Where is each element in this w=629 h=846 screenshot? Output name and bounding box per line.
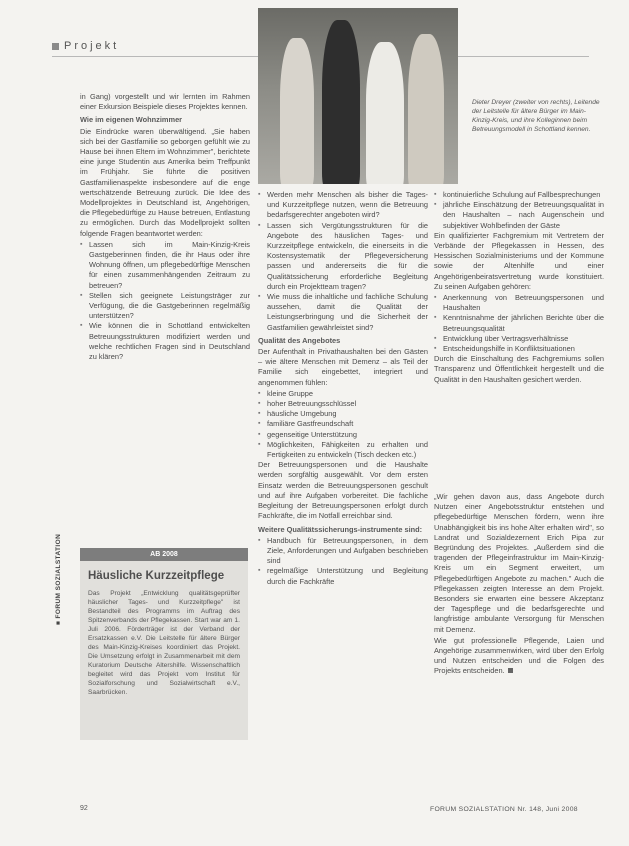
photo-person-1 bbox=[280, 38, 314, 184]
column-3-continued bbox=[434, 492, 604, 678]
section-square-icon bbox=[52, 43, 59, 50]
paragraph: „Wir gehen davon aus, dass Angebote durch Nutzen einer Angebotsstruktur entstehen und pflegebedürftige Menschen fördern, wenn ihre Unabhängigkeit bis ins hohe Alter erhalten wird", so Landrat und Sozialdezernent Erich Pipa zur Begründung des Projektes. „Außerdem sind die tragenden der Pflegeinfrastruktur im Main-Kinzig-Kreis um ein Segment erweitert, um Pflegebedürftigen Angebote zu machen." Auch die Pflegekassen zeigten Interesse an dem Projekt. Besonders sie erwarten eine bessere Akzeptanz der Tagespflege und die bedarfsgerechte und langfristige ambulante Versorgung für Menschen mit Demenz. bbox=[434, 492, 604, 634]
bullet-list bbox=[434, 190, 604, 231]
list-item: ▪ Kenntnisnahme der jährlichen Berichte über die Betreuungsqualität bbox=[434, 313, 604, 333]
paragraph: Die Eindrücke waren überwältigend. „Sie haben sich bei der Gastfamilie so geborgen gefühlt wie zu Hause bei ihnen Eltern im Wohnzimmer", berichtete eine junge Studentin aus Amerika beim Treffpunkt im Frühjahr. Sie führte die positiven Gastfamilienaspekte insbesondere auf die enge wertschätzende Betreuung zurück. Die Idee des Modellprojektes in Deutschland ist, Angehörigen, die Pflegebedürftige zu Hause betreuen, Entlastung zu ermöglichen. Durch das Modellprojekt sollten folgende Fragen beantwortet werden: bbox=[80, 126, 250, 238]
bullet-list bbox=[80, 240, 250, 362]
photo-person-2 bbox=[322, 20, 360, 184]
list-item: ▪ Entscheidungshilfe in Konfliktsituationen bbox=[434, 344, 604, 354]
section-title: Projekt bbox=[64, 40, 120, 52]
page-number: 92 bbox=[80, 805, 88, 812]
info-box bbox=[80, 548, 248, 740]
column-1 bbox=[80, 92, 250, 362]
list-item: ▪ regelmäßige Unterstützung und Begleitung durch die Fachkräfte bbox=[258, 566, 428, 586]
paragraph: Durch die Einschaltung des Fachgremiums sollen Transparenz und Öffentlichkeit hergestellt und die Qualität in den Haushalten gesichert werden. bbox=[434, 354, 604, 384]
list-item: ▪ Wie können die in Schottland entwickelten Betreuungsstrukturen modifiziert werden und welche rechtlichen Fragen sind in Deutschland zu klären? bbox=[80, 321, 250, 362]
list-item: ▪ Lassen sich Vergütungsstrukturen für die Angebote des häuslichen Tages- und Kurzzeitpflege entwickeln, die einerseits in die Kostensystematik der Pflegeversicherung passen und andererseits die für die Qualitätssicherung erforderliche Begleitung durch ein Projektteam tragen? bbox=[258, 221, 428, 292]
paragraph: Der Aufenthalt in Privathaushalten bei den Gästen – wie ältere Menschen mit Demenz – als Teil der Familie sich eingebettet, integriert und angenommen fühlen: bbox=[258, 347, 428, 387]
list-item: ▪ Stellen sich geeignete Leistungsträger zur Verfügung, die die Gastgeberinnen regelmäßig unterstützen? bbox=[80, 291, 250, 322]
bullet-list bbox=[258, 190, 428, 333]
list-item: ▪ gegenseitige Unterstützung bbox=[258, 430, 428, 440]
journal-footer: FORUM SOZIALSTATION Nr. 148, Juni 2008 bbox=[430, 806, 578, 813]
group-photo bbox=[258, 8, 458, 184]
paragraph: in Gang) vorgestellt und wir lernten im Rahmen einer Exkursion Beispiele dieses Projektes kennen. bbox=[80, 92, 250, 112]
bullet-list bbox=[258, 389, 428, 460]
photo-person-3 bbox=[366, 42, 404, 184]
list-item: ▪ kontinuierliche Schulung auf Fallbesprechungen bbox=[434, 190, 604, 200]
info-box-body: Das Projekt „Entwicklung qualitätsgeprüfter häuslicher Tages- und Kurzzeitpflege" ist Bestandteil des Programms im Auftrag des Spitzenverbands der Pflegekassen. Start war am 1. Juli 2006. Förderträger ist der Verband der Ersatzkassen e.V. Die Leitstelle für ältere Bürger des Main-Kinzig-Kreises koordiniert das Projekt. Die Umsetzung erfolgt in Zusammenarbeit mit dem Kuratorium Deutsche Altershilfe. Wissenschaftlich begleitet wird das Projekt vom Institut für Sozialforschung und Sozialwirtschaft e.V., Saarbrücken. bbox=[88, 590, 240, 696]
list-item: ▪ Anerkennung von Betreuungspersonen und Haushalten bbox=[434, 293, 604, 313]
paragraph: Ein qualifizierter Fachgremium mit Vertretern der Verbände der Pflegekassen in Hessen, des Hessischen Sozialministeriums und der Kommune sowie der Altenhilfe und einer Angehörigenbeiratsvertretung wurde konstituiert. Zu seinen Aufgaben gehören: bbox=[434, 230, 604, 291]
list-item: ▪ familiäre Gastfreundschaft bbox=[258, 419, 428, 429]
list-item: ▪ hoher Betreuungsschlüssel bbox=[258, 399, 428, 409]
list-item: ▪ häusliche Umgebung bbox=[258, 409, 428, 419]
subheading: Weitere Qualitätssicherungs-instrumente sind: bbox=[258, 524, 423, 534]
subheading: Wie im eigenen Wohnzimmer bbox=[80, 115, 183, 125]
end-mark-icon bbox=[508, 668, 513, 673]
column-3 bbox=[434, 190, 604, 386]
list-item: ▪ Wie muss die inhaltliche und fachliche Schulung aussehen, damit die Qualität der Leistungserbringung und die Sicherheit der Gastfamilien gewährleistet sind? bbox=[258, 292, 428, 333]
photo-person-4 bbox=[408, 34, 444, 184]
section-header bbox=[52, 40, 119, 52]
bullet-list bbox=[434, 293, 604, 354]
side-label: ■ FORUM SOZIALSTATION bbox=[55, 533, 62, 625]
subheading: Qualität des Angebotes bbox=[258, 335, 341, 345]
list-item: ▪ Werden mehr Menschen als bisher die Tages- und Kurzzeitpflege nutzen, wenn die Betreuung bedarfsgerechter angeboten wird? bbox=[258, 190, 428, 221]
paragraph: Wie gut professionelle Pflegende, Laien und Angehörige zusammenwirken, wird über den Erfolg und Nutzen entscheiden und die Folgen des Projekts entscheiden. bbox=[434, 635, 604, 676]
info-box-tag: AB 2008 bbox=[80, 548, 248, 561]
column-2 bbox=[258, 190, 428, 587]
bullet-list bbox=[258, 536, 428, 587]
list-item: ▪ Handbuch für Betreuungspersonen, in dem Ziele, Anforderungen und Aufgaben beschrieben sind bbox=[258, 536, 428, 567]
list-item: ▪ Möglichkeiten, Fähigkeiten zu erhalten und Fertigkeiten zu entwickeln (Tisch decken etc.) bbox=[258, 440, 428, 460]
photo-caption: Dieter Dreyer (zweiter von rechts), Leitende der Leitstelle für ältere Bürger im Main-Kinzig-Kreis, und ihre Kolleginnen beim Betreuungsmodell in Schottland kennen. bbox=[472, 99, 600, 133]
paragraph: Der Betreuungspersonen und die Haushalte werden sorgfältig ausgewählt. Vor dem ersten Einsatz werden die Betreuungspersonen geschult und auf ihre Aufgaben vorbereitet. Die fachliche Begleitung der Betreuungspersonen erfolgt durch Fachkräfte, die im Notfall erreichbar sind. bbox=[258, 460, 428, 521]
info-box-title: Häusliche Kurzzeitpflege bbox=[88, 570, 225, 582]
list-item: ▪ Lassen sich im Main-Kinzig-Kreis Gastgeberinnen finden, die ihr Haus oder ihre Wohnung öffnen, um pflegebedürftige Menschen für einen zusammenhängenden Zeitraum zu betreuen? bbox=[80, 240, 250, 291]
list-item: ▪ kleine Gruppe bbox=[258, 389, 428, 399]
list-item: ▪ jährliche Einschätzung der Betreuungsqualität in den Haushalten – nach Augenschein und subjektiver Wohlbefinden der Gäste bbox=[434, 200, 604, 231]
list-item: ▪ Entwicklung über Vertragsverhältnisse bbox=[434, 334, 604, 344]
